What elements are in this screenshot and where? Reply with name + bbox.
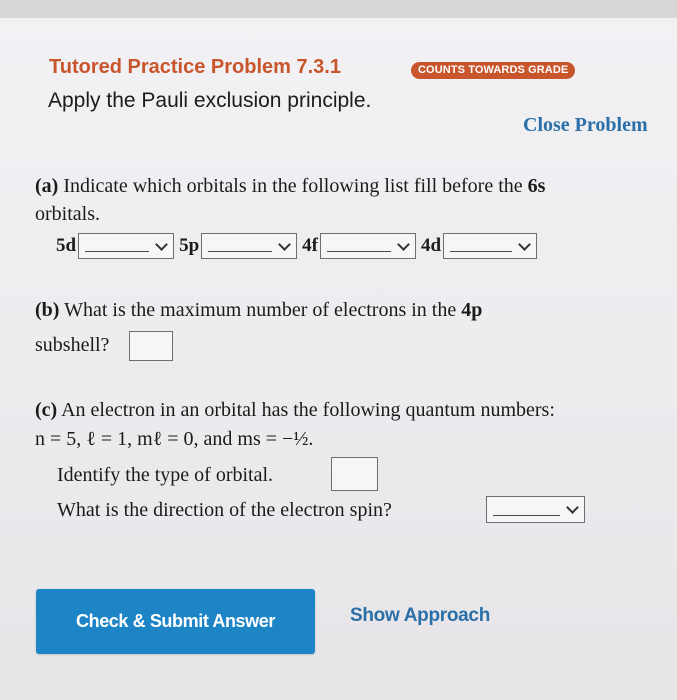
orbital-type-input[interactable] bbox=[331, 457, 378, 491]
part-b-label: (b) bbox=[35, 299, 60, 321]
orbital-label-5d: 5d bbox=[56, 235, 77, 256]
quantum-numbers: n = 5, ℓ = 1, mℓ = 0, and ms = −½. bbox=[35, 428, 314, 450]
spin-direction-label: What is the direction of the electron spin? bbox=[57, 499, 392, 521]
part-c-text: An electron in an orbital has the following quantum numbers: bbox=[57, 399, 555, 421]
part-a-question bbox=[35, 171, 545, 201]
part-b-question bbox=[35, 295, 482, 325]
problem-title: Tutored Practice Problem 7.3.1 bbox=[49, 56, 341, 78]
orbital-select-row bbox=[56, 232, 542, 260]
part-c-label: (c) bbox=[35, 399, 58, 421]
part-a-orbital: 6s bbox=[527, 175, 546, 197]
chevron-down-icon bbox=[518, 238, 531, 251]
part-b-subshell: 4p bbox=[461, 299, 483, 321]
grade-badge: COUNTS TOWARDS GRADE bbox=[411, 62, 575, 79]
close-problem-link[interactable]: Close Problem bbox=[523, 114, 648, 136]
orbital-select-5d[interactable] bbox=[78, 233, 174, 259]
chevron-down-icon bbox=[155, 238, 168, 251]
identify-orbital-label: Identify the type of orbital. bbox=[57, 464, 274, 486]
orbital-label-5p: 5p bbox=[179, 235, 200, 256]
max-electrons-input[interactable] bbox=[129, 331, 173, 361]
part-a-question-line2: orbitals. bbox=[35, 203, 100, 225]
show-approach-button[interactable]: Show Approach bbox=[350, 605, 491, 626]
part-a-label: (a) bbox=[35, 175, 59, 197]
part-a-text: Indicate which orbitals in the following list fill before the bbox=[58, 175, 528, 197]
problem-subtitle: Apply the Pauli exclusion principle. bbox=[48, 89, 372, 112]
orbital-select-4d[interactable] bbox=[443, 233, 537, 259]
spin-direction-select[interactable] bbox=[486, 496, 585, 523]
part-b-question-line2: subshell? bbox=[35, 334, 110, 356]
chevron-down-icon bbox=[566, 501, 579, 514]
part-b-text: What is the maximum number of electrons in the bbox=[59, 299, 462, 321]
orbital-select-5p[interactable] bbox=[201, 233, 297, 259]
orbital-select-4f[interactable] bbox=[320, 233, 416, 259]
chevron-down-icon bbox=[278, 238, 291, 251]
chevron-down-icon bbox=[397, 238, 410, 251]
part-c-question bbox=[35, 395, 555, 425]
check-submit-button[interactable]: Check & Submit Answer bbox=[36, 589, 315, 654]
orbital-label-4f: 4f bbox=[302, 235, 318, 256]
orbital-label-4d: 4d bbox=[420, 235, 442, 256]
